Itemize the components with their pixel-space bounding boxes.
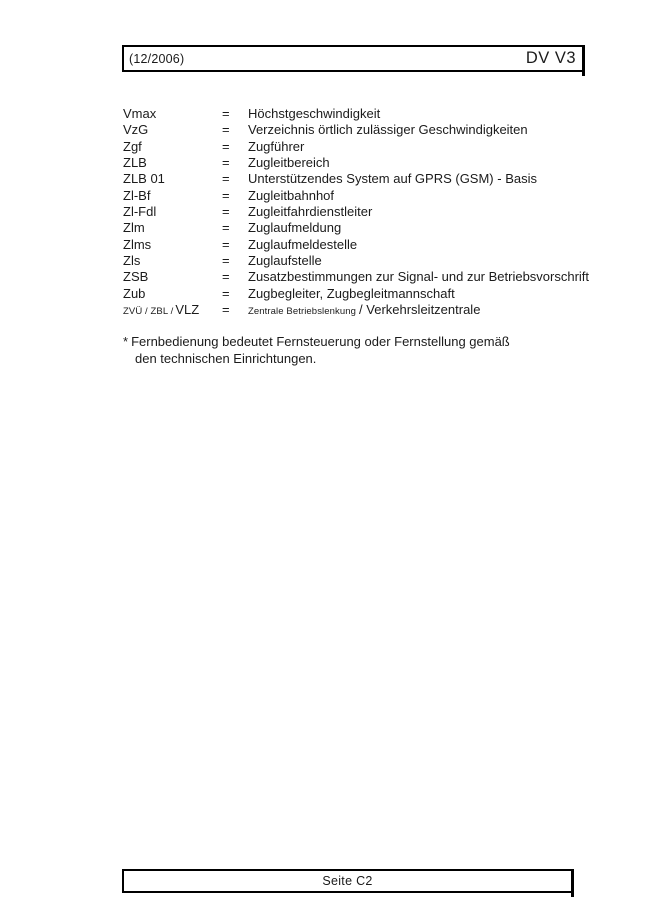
footnote-marker: * xyxy=(123,334,129,349)
definition: Zugführer xyxy=(248,138,305,154)
glossary-row xyxy=(123,171,589,187)
definition: Zuglaufmeldung xyxy=(248,220,342,236)
definition: Zuglaufmeldestelle xyxy=(248,236,358,252)
equals-sign: = xyxy=(222,204,230,220)
footnote-line: den technischen Einrichtungen. xyxy=(135,350,317,366)
abbreviation: Vmax xyxy=(123,106,157,121)
abbreviation-small: ZVÜ / ZBL / xyxy=(123,306,174,318)
glossary-row xyxy=(123,237,589,253)
equals-sign: = xyxy=(222,122,230,138)
equals-sign: = xyxy=(222,138,230,154)
footer-box xyxy=(122,869,574,893)
header-box xyxy=(122,45,585,72)
abbreviation: ZLB xyxy=(123,155,147,171)
glossary-row xyxy=(123,122,589,138)
glossary-row xyxy=(123,269,589,285)
definition: Zugbegleiter, Zugbegleitmannschaft xyxy=(248,285,455,301)
footnote-line xyxy=(123,334,510,351)
definition xyxy=(248,302,480,320)
abbreviation: VzG xyxy=(123,122,149,138)
definition: Zugleitbahnhof xyxy=(248,187,335,203)
abbreviation: ZSB xyxy=(123,269,149,285)
abbreviation: Zub xyxy=(123,285,146,301)
glossary-row xyxy=(123,253,589,269)
definition: Höchstgeschwindigkeit xyxy=(248,106,381,121)
equals-sign: = xyxy=(222,155,230,171)
definition: Zusatzbestimmungen zur Signal- und zur Betriebsvorschrift xyxy=(248,269,590,285)
equals-sign: = xyxy=(222,236,230,252)
equals-sign: = xyxy=(222,220,230,236)
abbreviation: Zl-Bf xyxy=(123,187,151,203)
equals-sign: = xyxy=(222,285,230,301)
definition: Zugleitbereich xyxy=(248,155,330,171)
glossary-row xyxy=(123,286,589,302)
glossary-row xyxy=(123,106,589,122)
abbreviation: Zl-Fdl xyxy=(123,204,157,220)
glossary-row xyxy=(123,204,589,220)
equals-sign: = xyxy=(222,302,230,318)
definition-small: Zentrale Betriebslenkung xyxy=(248,306,357,318)
definition-main: / Verkehrsleitzentrale xyxy=(359,302,481,318)
abbreviation-glossary xyxy=(123,106,589,320)
glossary-row xyxy=(123,139,589,155)
abbreviation: Zgf xyxy=(123,138,142,154)
equals-sign: = xyxy=(222,269,230,285)
equals-sign: = xyxy=(222,171,230,187)
abbreviation: Zls xyxy=(123,253,141,269)
abbreviation xyxy=(123,302,222,320)
abbreviation: Zlm xyxy=(123,220,145,236)
page-number: Seite C2 xyxy=(322,874,373,888)
definition: Zugleitfahrdienstleiter xyxy=(248,204,373,220)
edition-date: (12/2006) xyxy=(129,51,185,66)
glossary-row xyxy=(123,155,589,171)
definition: Verzeichnis örtlich zulässiger Geschwindigkeiten xyxy=(248,122,528,138)
equals-sign: = xyxy=(222,187,230,203)
footnote-text: Fernbedienung bedeutet Fernsteuerung oder Fernstellung gemäß xyxy=(131,334,510,349)
definition: Zuglaufstelle xyxy=(248,253,322,269)
footnote xyxy=(123,334,510,367)
definition: Unterstützendes System auf GPRS (GSM) - Basis xyxy=(248,171,537,187)
abbreviation-main: VLZ xyxy=(175,302,200,318)
glossary-row-mixed xyxy=(123,302,589,320)
abbreviation: ZLB 01 xyxy=(123,171,165,187)
abbreviation: Zlms xyxy=(123,236,152,252)
document-title: DV V3 xyxy=(525,49,576,67)
equals-sign: = xyxy=(222,253,230,269)
glossary-row xyxy=(123,188,589,204)
glossary-row xyxy=(123,220,589,236)
equals-sign: = xyxy=(222,106,230,121)
